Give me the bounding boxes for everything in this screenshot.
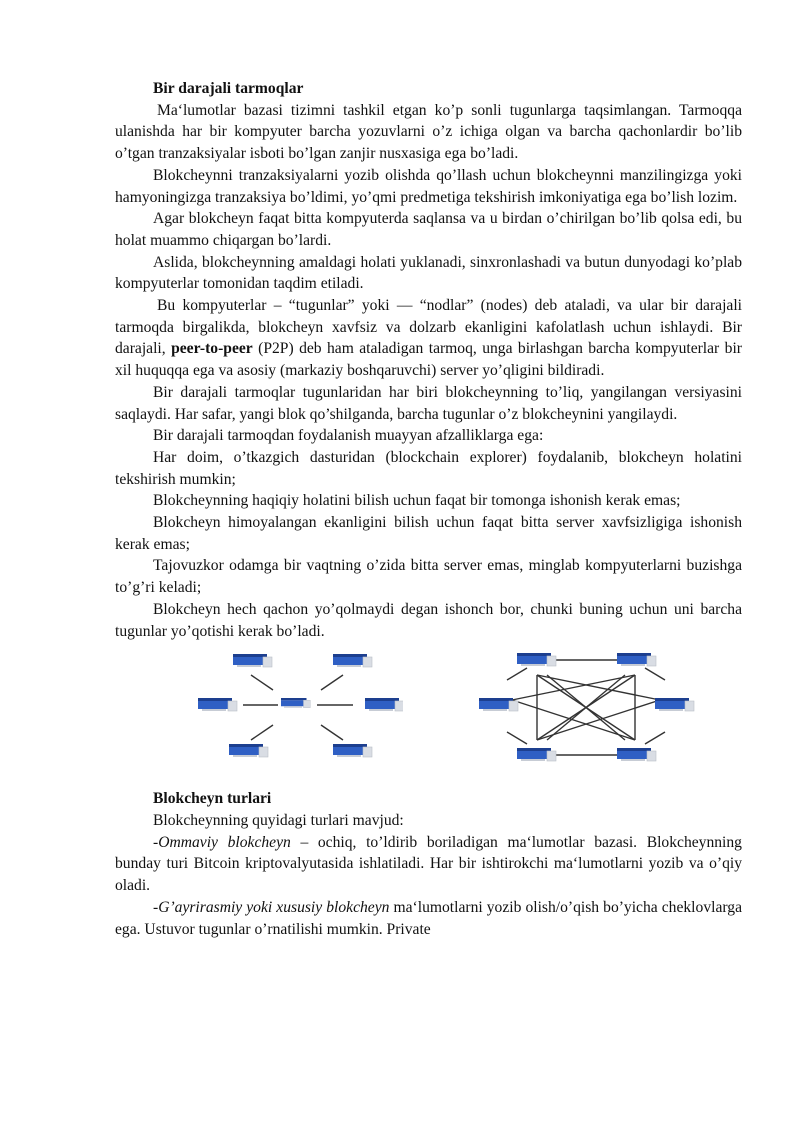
text-span: ma‘lumotlarni yozib olish/o’qish bo’yicha cheklovlarga ega. Ustuvor tugunlar o’rnatilishi mumkin. Private [115, 898, 742, 938]
paragraph: Blokcheynning haqiqiy holatini bilish uchun faqat bir tomonga ishonish kerak emas; [153, 492, 681, 510]
computer-icon [333, 744, 372, 757]
peer-to-peer-network-diagram [477, 650, 697, 770]
paragraph: Blokcheynning quyidagi turlari mavjud: [153, 811, 404, 829]
document-page [115, 78, 742, 940]
paragraph [115, 832, 742, 897]
bold-term: peer-to-peer [171, 340, 253, 358]
computer-icon [655, 698, 694, 711]
computer-icon [517, 748, 556, 761]
p2p-network-svg [477, 650, 697, 770]
paragraph [115, 295, 742, 382]
text-span: (P2P) deb ham ataladigan tarmoq, unga birlashgan barcha kompyuterlar bir xil huquqqa ega va asosiy (markaziy boshqaruvchi) server yo’qligini bildiradi. [115, 340, 742, 380]
network-figures [115, 650, 742, 772]
italic-term: -G’ayrirasmiy yoki xususiy blokcheyn [153, 898, 390, 916]
paragraph: Agar blokcheyn faqat bitta kompyuterda saqlansa va u birdan o’chirilgan bo’lib qolsa edi, bu holat muammo chiqargan bo’lardi. [115, 210, 742, 249]
section-heading-tarmoqlar: Bir darajali tarmoqlar [153, 80, 304, 97]
computer-icon [617, 653, 656, 666]
computer-icon [617, 748, 656, 761]
paragraph: Bir darajali tarmoqdan foydalanish muayyan afzalliklarga ega: [153, 427, 544, 445]
centralized-network-svg [193, 650, 403, 770]
computer-icon [333, 654, 372, 667]
paragraph [115, 897, 742, 940]
paragraph: Tajovuzkor odamga bir vaqtning o’zida bitta server emas, minglab kompyuterlarni buzishga to’g’ri keladi; [115, 557, 742, 597]
computer-icon [233, 654, 272, 667]
computer-icon [198, 698, 237, 711]
text-span: – ochiq, to’ldirib boriladigan ma‘lumotlar bazasi. Blokcheynning bunday turi Bitcoin kriptovalyutasida ishlatiladi. Har bir ishtirokchi ma‘lumotlarni yozib va o’qiy oladi. [115, 833, 742, 895]
italic-term: -Ommaviy blokcheyn [153, 833, 291, 851]
paragraph: Blokcheyn himoyalangan ekanligini bilish uchun faqat bitta server xavfsizligiga ishonish kerak emas; [115, 514, 742, 553]
paragraph: Blokcheynni tranzaksiyalarni yozib olishda qo’llash uchun blokcheynni manzilingizga yoki hamyoningizga tranzaksiya bo’ldimi, yo’qmi predmetiga tekshirish imkoniyatiga ega bo’lish lozim. [115, 166, 742, 206]
server-center-icon [281, 698, 310, 708]
paragraph: Ma‘lumotlar bazasi tizimni tashkil etgan ko’p sonli tugunlarga taqsimlangan. Tarmoqqa ulanishda har bir kompyuter barcha yozuvlarni o’z ichiga olgan va barcha qachonlardir bo’lib o’tgan tranzaksiyalar isboti bo’lgan zanjir nusxasiga ega bo’ladi. [115, 101, 742, 163]
computer-icon [479, 698, 518, 711]
paragraph: Aslida, blokcheynning amaldagi holati yuklanadi, sinxronlashadi va butun dunyodagi ko’plab kompyuterlar tomonidan taqdim etiladi. [115, 253, 742, 293]
paragraph: Har doim, o’tkazgich dasturidan (blockchain explorer) foydalanib, blokcheyn holatini tekshirish mumkin; [115, 448, 742, 488]
text-span: Bu kompyuterlar – “tugunlar” yoki — “nodlar” (nodes) deb ataladi, va ular bir darajali tarmoqda birgalikda, blokcheyn xavfsiz va dolzarb ekanligini kafolatlash uchun ishlaydi. Bir darajali, [115, 297, 742, 358]
paragraph: Bir darajali tarmoqlar tugunlaridan har biri blokcheynning to’liq, yangilangan versiyasini saqlaydi. Har safar, yangi blok qo’shilganda, barcha tugunlar o’z blokcheynini yangilaydi. [115, 383, 742, 423]
computer-icon [365, 698, 403, 711]
paragraph: Blokcheyn hech qachon yo’qolmaydi degan ishonch bor, chunki buning uchun uni barcha tugunlar yo’qotishi kerak bo’ladi. [115, 600, 742, 640]
section-heading-turlari: Blokcheyn turlari [153, 790, 272, 808]
computer-icon [229, 744, 268, 757]
computer-icon [517, 653, 556, 666]
centralized-network-diagram [193, 650, 403, 770]
